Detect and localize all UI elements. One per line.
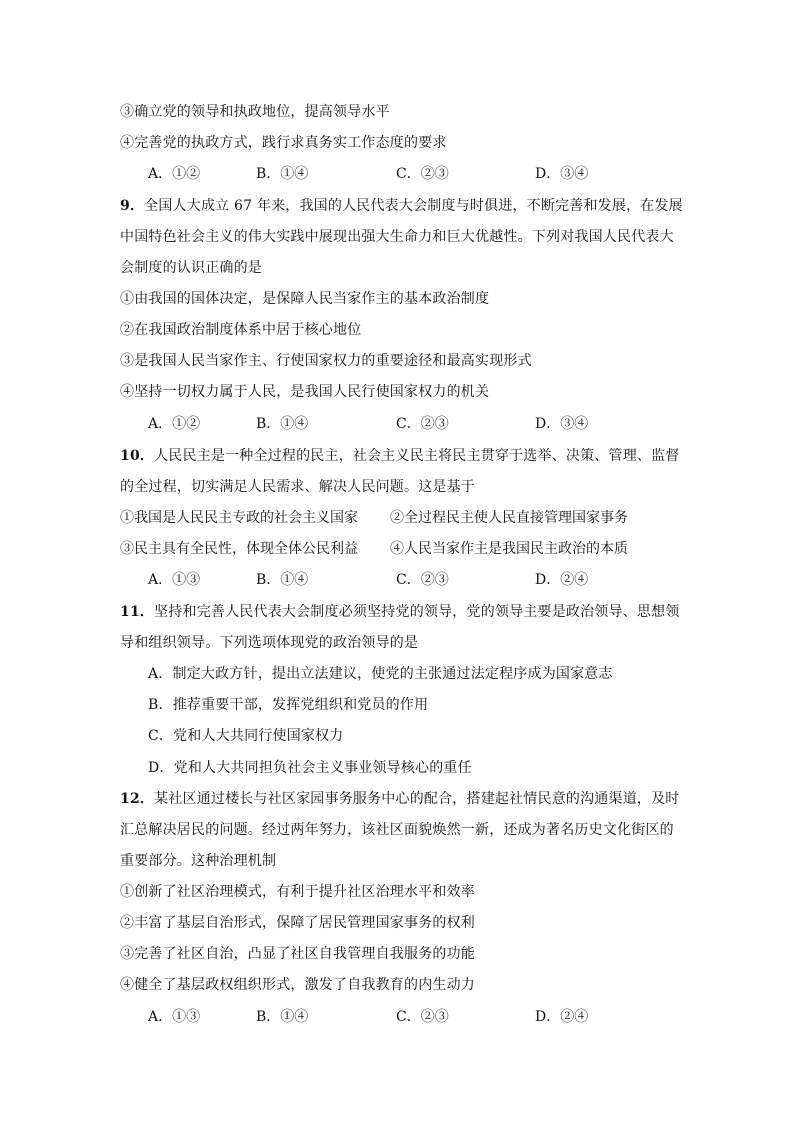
q12-number: 12． [120, 791, 155, 807]
q10-statement-2: ②全过程民主使人民直接管理国家事务 [390, 510, 628, 526]
q12-option-b[interactable]: B．①④ [256, 1009, 309, 1025]
q9-stem-line-2: 中国特色社会主义的伟大实践中展现出强大生命力和巨大优越性。下列对我国人民代表大 [120, 229, 674, 245]
q11-stem-text-1: 坚持和完善人民代表大会制度必须坚持党的领导，党的领导主要是政治领导、思想领 [154, 604, 680, 620]
q8-option-b[interactable]: B．①④ [256, 166, 309, 182]
q12-statement-2: ②丰富了基层自治形式，保障了居民管理国家事务的权利 [120, 915, 475, 931]
q9-option-d[interactable]: D．③④ [535, 416, 589, 432]
q8-option-c[interactable]: C．②③ [396, 166, 449, 182]
q12-stem-text-1: 某社区通过楼长与社区家园事务服务中心的配合，搭建起社情民意的沟通渠道，及时 [154, 791, 680, 807]
q12-stem-line-3: 重要部分。这种治理机制 [120, 853, 277, 869]
q8-statement-3: ③确立党的领导和执政地位，提高领导水平 [120, 104, 390, 120]
q9-option-a[interactable]: A．①② [148, 416, 201, 432]
q10-option-d[interactable]: D．②④ [535, 572, 589, 588]
q10-option-c[interactable]: C．②③ [396, 572, 449, 588]
q10-stem-line-2: 的全过程，切实满足人民需求、解决人民问题。这是基于 [120, 479, 475, 495]
q12-option-c[interactable]: C．②③ [396, 1009, 449, 1025]
q12-option-d[interactable]: D．②④ [535, 1009, 589, 1025]
q11-stem-line-1 [120, 602, 680, 622]
q9-option-c[interactable]: C．②③ [396, 416, 449, 432]
q8-option-a[interactable]: A．①② [148, 166, 201, 182]
q10-statement-1: ①我国是人民民主专政的社会主义国家 [120, 510, 358, 526]
q8-option-d[interactable]: D．③④ [535, 166, 589, 182]
q10-statement-4: ④人民当家作主是我国民主政治的本质 [390, 541, 628, 557]
q9-statement-2: ②在我国政治制度体系中居于核心地位 [120, 322, 362, 338]
q12-option-a[interactable]: A．①③ [148, 1009, 201, 1025]
q10-stem-line-1 [120, 446, 680, 466]
q9-option-b[interactable]: B．①④ [256, 416, 309, 432]
q9-statement-3: ③是我国人民当家作主、行使国家权力的重要途径和最高实现形式 [120, 353, 532, 369]
q9-stem-line-3: 会制度的认识正确的是 [120, 260, 262, 276]
q8-statement-4: ④完善党的执政方式，践行求真务实工作态度的要求 [120, 135, 447, 151]
q9-statement-4: ④坚持一切权力属于人民，是我国人民行使国家权力的机关 [120, 384, 490, 400]
q11-option-c[interactable]: C．党和人大共同行使国家权力 [148, 728, 344, 744]
q11-option-d[interactable]: D．党和人大共同担负社会主义事业领导核心的重任 [148, 760, 472, 776]
q11-number: 11． [120, 604, 155, 620]
q9-number: 9． [120, 198, 145, 214]
q10-option-b[interactable]: B．①④ [256, 572, 309, 588]
q10-number: 10． [120, 448, 155, 464]
q12-statement-1: ①创新了社区治理模式，有利于提升社区治理水平和效率 [120, 884, 475, 900]
q10-statement-3: ③民主具有全民性，体现全体公民利益 [120, 541, 358, 557]
q9-stem-text-1: 全国人大成立 67 年来，我国的人民代表大会制度与时俱进，不断完善和发展，在发展 [144, 198, 683, 214]
q9-statement-1: ①由我国的国体决定，是保障人民当家作主的基本政治制度 [120, 291, 490, 307]
q12-stem-line-1 [120, 789, 680, 809]
q12-statement-4: ④健全了基层政权组织形式，激发了自我教育的内生动力 [120, 977, 475, 993]
q12-statement-3: ③完善了社区自治，凸显了社区自我管理自我服务的功能 [120, 946, 475, 962]
q11-option-b[interactable]: B．推荐重要干部，发挥党组织和党员的作用 [148, 697, 429, 713]
q10-stem-text-1: 人民民主是一种全过程的民主，社会主义民主将民主贯穿于选举、决策、管理、监督 [154, 448, 680, 464]
q12-stem-line-2: 汇总解决居民的问题。经过两年努力，该社区面貌焕然一新，还成为著名历史文化街区的 [120, 822, 674, 838]
q9-stem-line-1 [120, 196, 683, 216]
q10-option-a[interactable]: A．①③ [148, 572, 201, 588]
q11-stem-line-2: 导和组织领导。下列选项体现党的政治领导的是 [120, 635, 419, 651]
q11-option-a[interactable]: A．制定大政方针，提出立法建议，使党的主张通过法定程序成为国家意志 [148, 666, 613, 682]
